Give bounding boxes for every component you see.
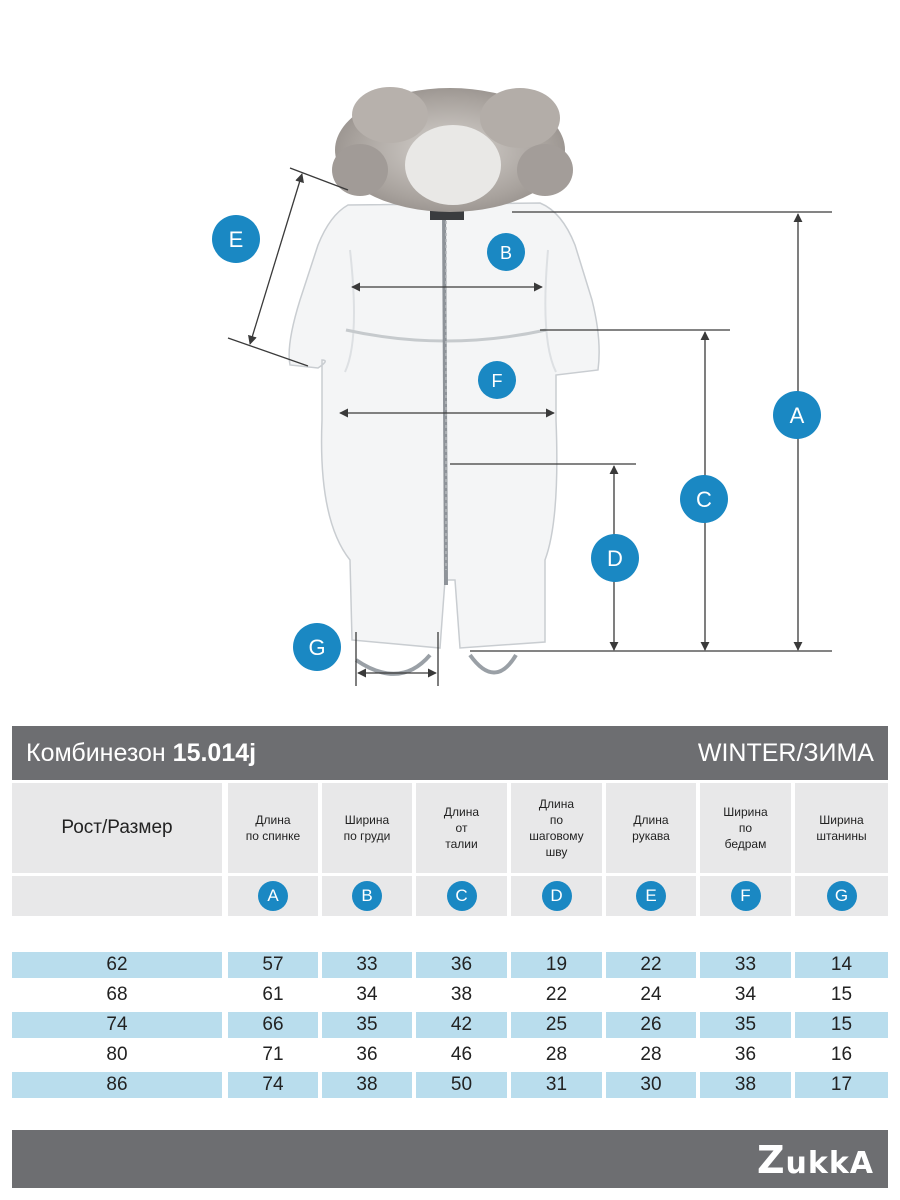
table-cell: 42 bbox=[416, 1012, 507, 1038]
marker-c bbox=[680, 475, 728, 523]
column-header-line: штанины bbox=[816, 829, 867, 843]
column-header-line: Длина bbox=[633, 813, 669, 827]
column-header bbox=[511, 783, 602, 873]
column-header-line: Ширина bbox=[819, 813, 864, 827]
table-cell: 25 bbox=[511, 1012, 602, 1038]
marker-d bbox=[591, 534, 639, 582]
table-cell: 31 bbox=[511, 1072, 602, 1098]
table-cell: 22 bbox=[606, 952, 696, 978]
column-header-line: Ширина bbox=[344, 813, 390, 827]
table-cell: 50 bbox=[416, 1072, 507, 1098]
column-header-line: по bbox=[738, 821, 753, 835]
column-code-cell bbox=[416, 876, 507, 916]
product-header bbox=[12, 726, 888, 780]
table-cell: 66 bbox=[228, 1012, 318, 1038]
size-cell: 62 bbox=[12, 952, 222, 978]
size-column-header bbox=[12, 783, 222, 873]
table-cell: 30 bbox=[606, 1072, 696, 1098]
column-header bbox=[228, 783, 318, 873]
marker-g-label: G bbox=[308, 635, 326, 660]
column-code-badge: G bbox=[827, 881, 857, 911]
column-header-label bbox=[723, 804, 767, 852]
column-header-label bbox=[529, 796, 583, 860]
column-header-line: Ширина bbox=[723, 805, 768, 819]
column-header-line: талии bbox=[445, 837, 478, 851]
column-header-line: Длина bbox=[255, 813, 291, 827]
table-cell: 38 bbox=[700, 1072, 791, 1098]
column-header-label bbox=[344, 812, 391, 844]
snowsuit-illustration bbox=[289, 87, 599, 674]
table-cell: 57 bbox=[228, 952, 318, 978]
product-code: 15.014j bbox=[172, 738, 257, 767]
table-cell: 35 bbox=[322, 1012, 412, 1038]
table-cell: 26 bbox=[606, 1012, 696, 1038]
product-prefix: Комбинезон bbox=[26, 738, 166, 767]
size-cell: 80 bbox=[106, 1044, 128, 1065]
table-cell: 61 bbox=[262, 984, 284, 1005]
column-header-line: шву bbox=[545, 845, 568, 859]
table-cell: 28 bbox=[640, 1044, 662, 1065]
marker-a bbox=[773, 391, 821, 439]
column-header bbox=[700, 783, 791, 873]
table-cell: 34 bbox=[734, 984, 757, 1005]
table-cell: 35 bbox=[700, 1012, 791, 1038]
column-header-label bbox=[444, 804, 479, 852]
column-code-cell bbox=[606, 876, 696, 916]
marker-d-label: D bbox=[607, 546, 623, 571]
brand-logo-rest: ukkA bbox=[785, 1146, 874, 1181]
table-cell: 22 bbox=[545, 984, 568, 1005]
table-cell: 16 bbox=[830, 1044, 853, 1065]
table-cell: 15 bbox=[795, 1012, 888, 1038]
column-code-cell bbox=[511, 876, 602, 916]
marker-g bbox=[293, 623, 341, 671]
size-cell: 68 bbox=[106, 984, 128, 1005]
marker-f bbox=[478, 361, 516, 399]
column-header-line: бедрам bbox=[724, 837, 767, 851]
brand-logo-initial: Z bbox=[756, 1138, 786, 1182]
marker-b bbox=[487, 233, 525, 271]
column-code-badge: D bbox=[542, 881, 572, 911]
table-cell: 33 bbox=[322, 952, 412, 978]
column-header-line: по bbox=[549, 813, 564, 827]
column-header-line: по груди bbox=[343, 829, 391, 843]
marker-b-label: B bbox=[499, 243, 513, 263]
table-cell: 17 bbox=[795, 1072, 888, 1098]
table-cell: 46 bbox=[450, 1044, 473, 1065]
column-code-cell bbox=[700, 876, 791, 916]
column-code-cell bbox=[322, 876, 412, 916]
column-header bbox=[416, 783, 507, 873]
size-letter-cell bbox=[12, 876, 222, 916]
table-cell: 15 bbox=[830, 984, 853, 1005]
table-cell: 24 bbox=[640, 984, 662, 1005]
column-code-cell bbox=[795, 876, 888, 916]
table-cell: 19 bbox=[511, 952, 602, 978]
size-column-header-label: Рост/Размер bbox=[61, 817, 173, 838]
column-code-badge: C bbox=[447, 881, 477, 911]
column-code-badge: F bbox=[731, 881, 761, 911]
column-header-label bbox=[816, 812, 866, 844]
table-cell: 36 bbox=[356, 1044, 378, 1065]
brand-logo bbox=[757, 1138, 874, 1182]
column-code-badge: A bbox=[258, 881, 288, 911]
table-cell: 71 bbox=[262, 1044, 284, 1065]
table-cell: 28 bbox=[545, 1044, 568, 1065]
column-code-cell bbox=[228, 876, 318, 916]
marker-f-label: F bbox=[491, 371, 503, 391]
column-code-badge: B bbox=[352, 881, 382, 911]
column-header-line: шаговому bbox=[529, 829, 584, 843]
column-header bbox=[322, 783, 412, 873]
column-header-line: Длина bbox=[538, 797, 575, 811]
column-header bbox=[795, 783, 888, 873]
column-header bbox=[606, 783, 696, 873]
size-cell: 74 bbox=[12, 1012, 222, 1038]
column-code-badge: E bbox=[636, 881, 666, 911]
column-header-line: рукава bbox=[632, 829, 670, 843]
table-cell: 34 bbox=[356, 984, 378, 1005]
column-header-line: Длина bbox=[443, 805, 480, 819]
column-header-line: от bbox=[455, 821, 468, 835]
footer-bar bbox=[12, 1130, 888, 1188]
column-header-label bbox=[246, 812, 300, 844]
table-cell: 38 bbox=[450, 984, 473, 1005]
table-cell: 33 bbox=[700, 952, 791, 978]
marker-e-label: E bbox=[228, 227, 244, 252]
table-cell: 36 bbox=[734, 1044, 757, 1065]
marker-a-label: A bbox=[789, 403, 805, 428]
product-title bbox=[26, 739, 256, 768]
table-cell: 74 bbox=[228, 1072, 318, 1098]
column-header-label bbox=[632, 812, 670, 844]
column-header-line: по спинке bbox=[245, 829, 301, 843]
table-cell: 14 bbox=[795, 952, 888, 978]
marker-c-label: C bbox=[696, 487, 712, 512]
table-cell: 36 bbox=[416, 952, 507, 978]
table-cell: 38 bbox=[322, 1072, 412, 1098]
marker-e bbox=[212, 215, 260, 263]
size-cell: 86 bbox=[12, 1072, 222, 1098]
season-label: WINTER/ЗИМА bbox=[697, 738, 874, 767]
